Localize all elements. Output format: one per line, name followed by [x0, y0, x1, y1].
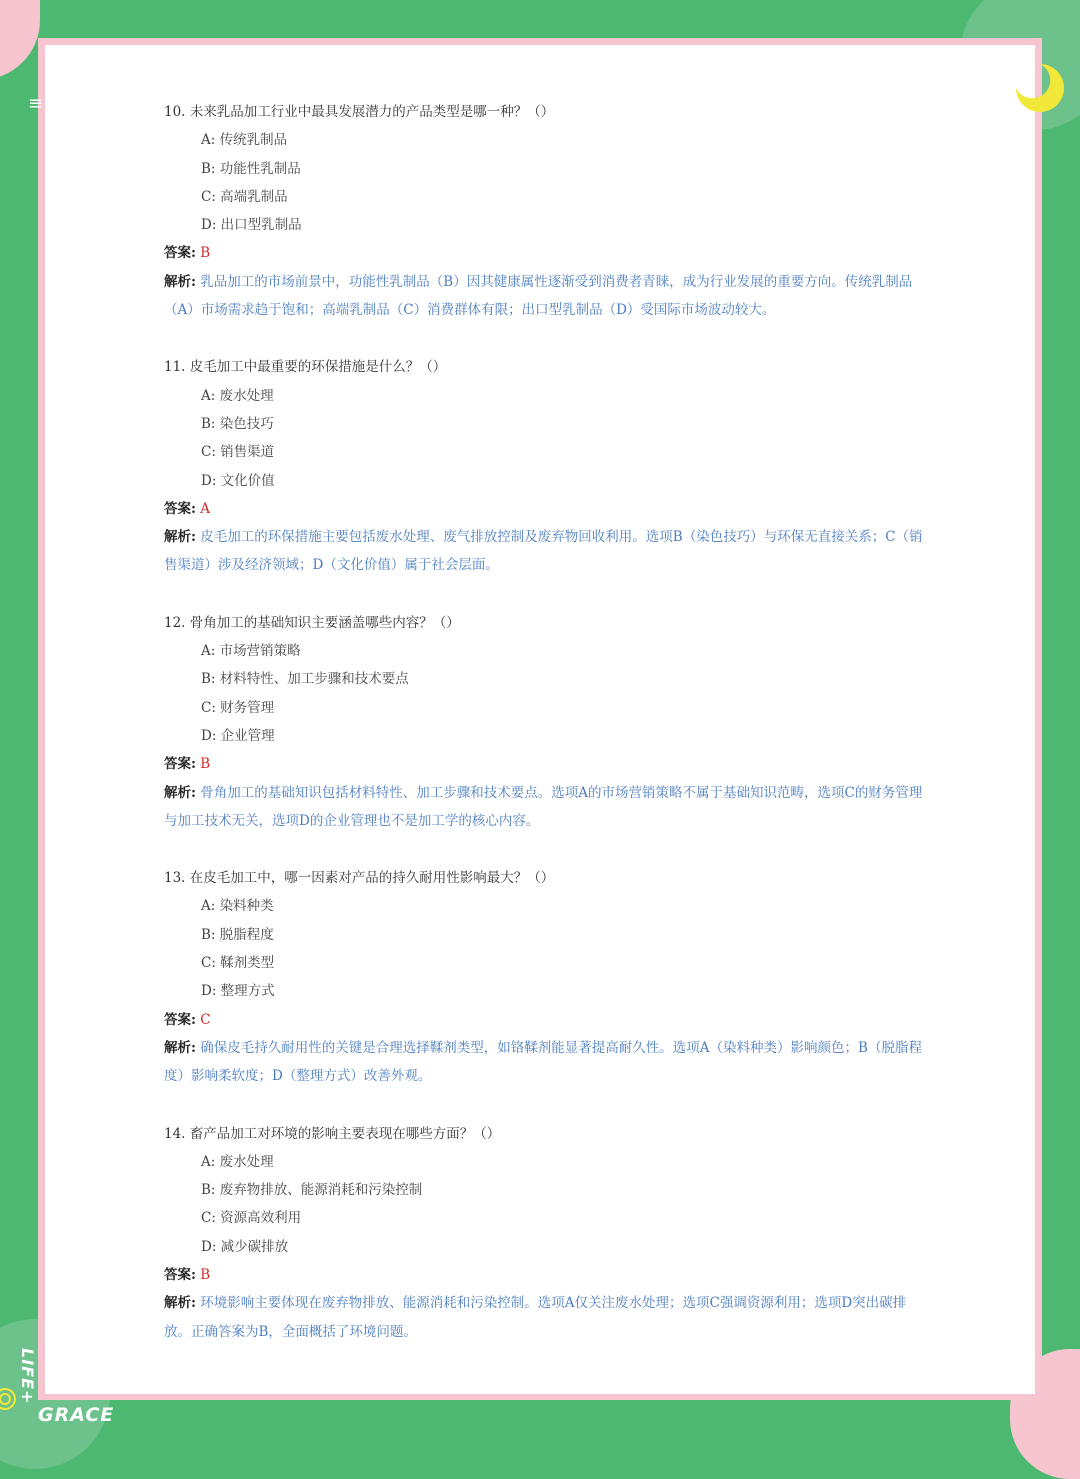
- option-a: A: 市场营销策略: [201, 643, 301, 660]
- brand-logo-text: GRACE: [38, 1404, 115, 1426]
- explanation-row: [164, 779, 924, 836]
- explanation-row: [164, 268, 924, 325]
- explanation-label: 解析:: [164, 1039, 196, 1056]
- explanation-label: 解析:: [164, 1295, 196, 1312]
- explanation-label: 解析:: [164, 273, 196, 290]
- question-stem: 12. 骨角加工的基础知识主要涵盖哪些内容？（）: [164, 614, 460, 631]
- answer-row: [164, 750, 924, 778]
- answer-row: [164, 1006, 924, 1034]
- answer-value: C: [200, 1011, 211, 1028]
- menu-icon: ≡: [28, 93, 44, 114]
- option-c: C: 销售渠道: [201, 444, 275, 461]
- question-list: [164, 98, 924, 1375]
- option-a: A: 废水处理: [201, 1153, 274, 1170]
- option-d: D: 出口型乳制品: [201, 217, 302, 234]
- answer-label: 答案:: [164, 1266, 196, 1283]
- question-13: [164, 864, 924, 1090]
- option-b: B: 脱脂程度: [201, 926, 274, 943]
- answer-value: B: [200, 756, 211, 773]
- option-d: D: 整理方式: [201, 983, 275, 1000]
- explanation-row: [164, 1289, 924, 1346]
- brand-vertical-text: LIFE+: [18, 1348, 37, 1405]
- decor-blob-top-left: [0, 0, 40, 80]
- option-b: B: 废弃物排放、能源消耗和污染控制: [201, 1182, 423, 1199]
- answer-row: [164, 495, 924, 523]
- option-d: D: 文化价值: [201, 472, 275, 489]
- question-12: [164, 609, 924, 835]
- question-11: [164, 353, 924, 579]
- question-14: [164, 1120, 924, 1346]
- answer-value: B: [200, 1266, 211, 1283]
- option-a: A: 染料种类: [201, 898, 274, 915]
- option-c: C: 高端乳制品: [201, 188, 288, 205]
- crescent-moon-icon: [1010, 58, 1070, 118]
- option-d: D: 减少碳排放: [201, 1238, 289, 1255]
- question-stem: 10. 未来乳品加工行业中最具发展潜力的产品类型是哪一种？（）: [164, 104, 555, 120]
- answer-label: 答案:: [164, 1011, 196, 1028]
- option-a: A: 传统乳制品: [201, 132, 288, 149]
- answer-value: A: [200, 500, 211, 517]
- option-b: B: 染色技巧: [201, 415, 274, 432]
- explanation-label: 解析:: [164, 529, 196, 546]
- explanation-row: [164, 523, 924, 580]
- option-b: B: 材料特性、加工步骤和技术要点: [201, 671, 409, 688]
- option-d: D: 企业管理: [201, 727, 275, 744]
- explanation-text: 骨角加工的基础知识包括材料特性、加工步骤和技术要点。选项A的市场营销策略不属于基础知识范畴，选项C的财务管理与加工技术无关，选项D的企业管理也不是加工学的核心内容。: [164, 784, 923, 829]
- question-stem: 14. 畜产品加工对环境的影响主要表现在哪些方面？（）: [164, 1125, 501, 1142]
- explanation-row: [164, 1034, 924, 1091]
- answer-label: 答案:: [164, 245, 196, 262]
- option-a: A: 废水处理: [201, 387, 274, 404]
- answer-label: 答案:: [164, 500, 196, 517]
- answer-label: 答案:: [164, 756, 196, 773]
- question-stem: 13. 在皮毛加工中，哪一因素对产品的持久耐用性影响最大？（）: [164, 870, 555, 887]
- explanation-text: 环境影响主要体现在废弃物排放、能源消耗和污染控制。选项A仅关注废水处理；选项C强调资源利用；选项D突出碳排放。正确答案为B，全面概括了环境问题。: [164, 1295, 907, 1340]
- option-b: B: 功能性乳制品: [201, 160, 301, 177]
- explanation-text: 确保皮毛持久耐用性的关键是合理选择鞣剂类型，如铬鞣剂能显著提高耐久性。选项A（染料种类）影响颜色；B（脱脂程度）影响柔软度；D（整理方式）改善外观。: [164, 1039, 922, 1085]
- question-stem: 11. 皮毛加工中最重要的环保措施是什么？（）: [164, 359, 447, 376]
- option-c: C: 鞣剂类型: [201, 955, 275, 972]
- explanation-text: 乳品加工的市场前景中，功能性乳制品（B）因其健康属性逐渐受到消费者青睐，成为行业发展的重要方向。传统乳制品（A）市场需求趋于饱和；高端乳制品（C）消费群体有限；出口型乳制品（D）受国际市场波动较大。: [164, 273, 913, 319]
- question-10: [164, 98, 924, 324]
- brand-circle-icon: [0, 1386, 18, 1412]
- answer-value: B: [200, 245, 211, 262]
- answer-row: [164, 1261, 924, 1289]
- option-c: C: 财务管理: [201, 699, 275, 716]
- explanation-label: 解析:: [164, 784, 196, 801]
- answer-row: [164, 239, 924, 267]
- option-c: C: 资源高效利用: [201, 1210, 302, 1227]
- explanation-text: 皮毛加工的环保措施主要包括废水处理、废气排放控制及废弃物回收利用。选项B（染色技巧）与环保无直接关系；C（销售渠道）涉及经济领域；D（文化价值）属于社会层面。: [164, 529, 923, 574]
